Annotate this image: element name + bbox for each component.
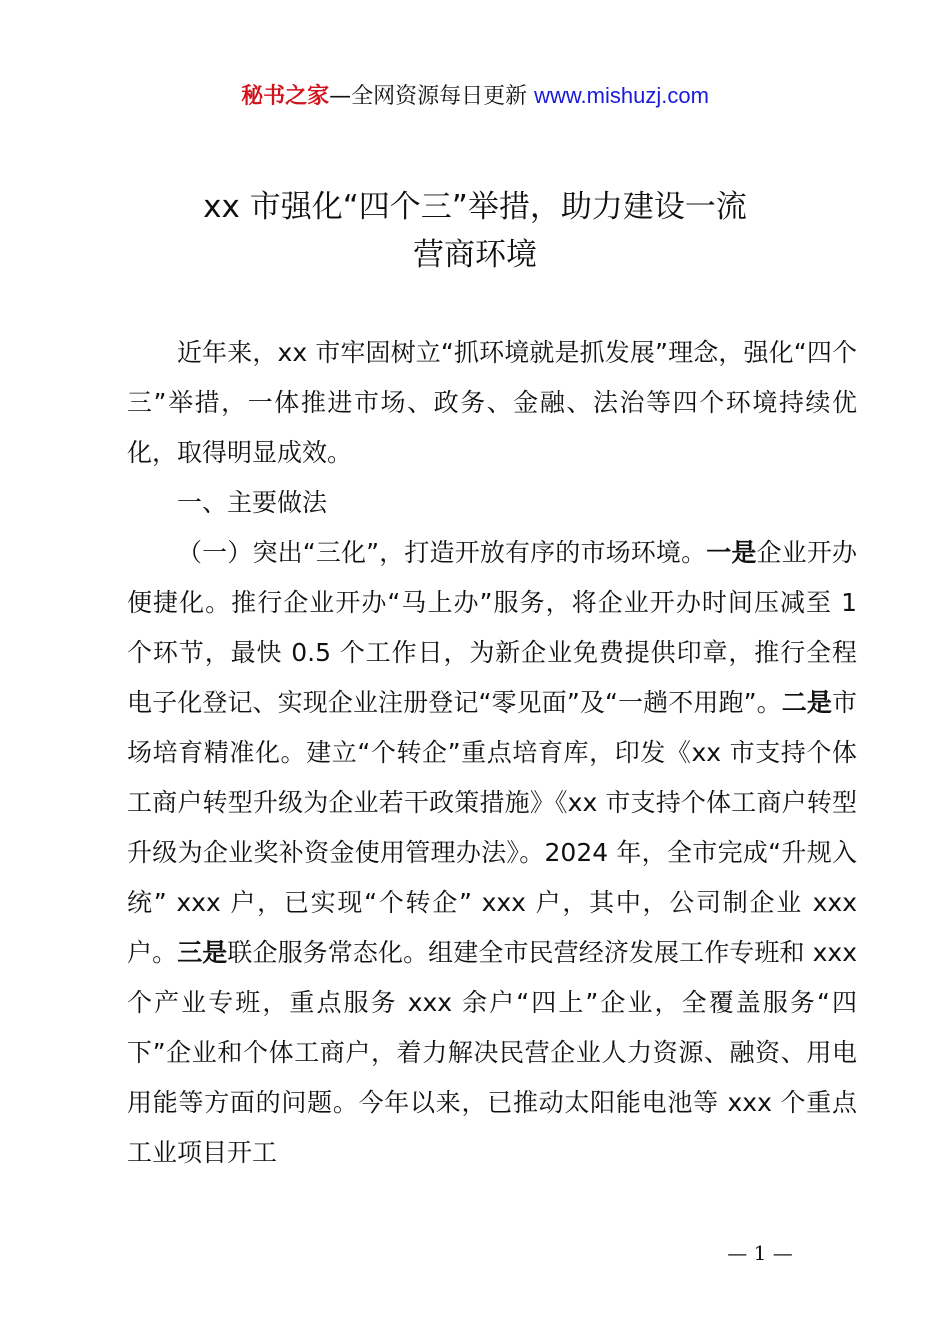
document-title — [0, 183, 950, 279]
title-line-2: 营商环境 — [413, 237, 537, 273]
point-label-1: 一是 — [706, 538, 757, 567]
site-url-link[interactable]: www.mishuzj.com — [534, 83, 709, 108]
point-text-1: 企业开办便捷化。推行企业开办“马上办”服务，将企业开办时间压减至 1 个环节，最快 0.5 个工作日，为新企业免费提供印章，推行全程电子化登记、实现企业注册登记“零见面”及“一趟不用跑”。 — [127, 538, 857, 717]
body-paragraph — [127, 528, 857, 1178]
page-number: — 1 — — [727, 1241, 793, 1265]
point-text-2: 市场培育精准化。建立“个转企”重点培育库，印发《xx 市支持个体工商户转型升级为企业若干政策措施》《xx 市支持个体工商户转型升级为企业奖补资金使用管理办法》。2024 年，全市完成“升规入统” xxx 户，已实现“个转企” xxx 户，其中，公司制企业 xxx 户。 — [127, 688, 857, 967]
section-heading: 一、主要做法 — [177, 488, 328, 517]
brand-name: 秘书之家 — [241, 84, 330, 109]
intro-paragraph: 近年来，xx 市牢固树立“抓环境就是抓发展”理念，强化“四个三”举措，一体推进市场、政务、金融、法治等四个环境持续优化，取得明显成效。 — [127, 338, 857, 467]
document-body — [127, 328, 857, 1178]
point-text-3: 联企服务常态化。组建全市民营经济发展工作专班和 xxx 个产业专班，重点服务 xxx 余户“四上”企业，全覆盖服务“四下”企业和个体工商户，着力解决民营企业人力资源、融资、用电用能等方面的问题。今年以来，已推动太阳能电池等 xxx 个重点工业项目开工 — [127, 938, 857, 1167]
title-line-1: xx 市强化“四个三”举措，助力建设一流 — [203, 189, 747, 225]
header-tagline: —全网资源每日更新 — [329, 84, 535, 109]
point-label-3: 三是 — [177, 938, 228, 967]
point-label-2: 二是 — [781, 688, 832, 717]
site-header — [0, 80, 950, 113]
subsection-heading: （一）突出“三化”，打造开放有序的市场环境。 — [177, 538, 707, 567]
